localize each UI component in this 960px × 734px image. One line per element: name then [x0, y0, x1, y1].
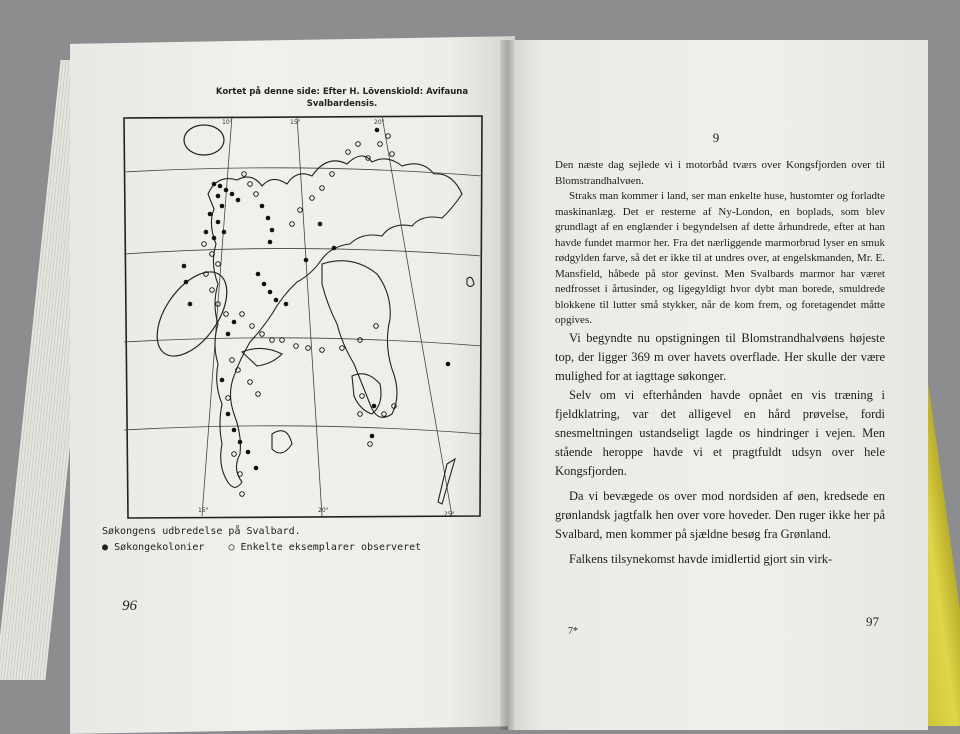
colony-symbol: ●: [102, 542, 109, 553]
book-gutter: [500, 40, 514, 730]
circle-marker: [184, 125, 224, 155]
map-caption-block: [102, 524, 421, 556]
svalbard-map: [122, 114, 484, 522]
map-svg: [122, 114, 484, 522]
right-page-text: [555, 130, 885, 569]
map-legend: [102, 540, 421, 556]
map-caption: Søkongens udbredelse på Svalbard.: [102, 526, 301, 537]
paragraph-4: Selv om vi efterhånden havde opnået en vis træning i fjeldklatring, var det alligevel en hård prøvelse, fordi snesmeltningen ustandseligt lagde os hindringer i vejen. Men stående heroppe havde vi et pragtfuldt udsyn over hele Kongsfjorden.: [555, 387, 885, 478]
paragraph-2: Straks man kommer i land, ser man enkelte huse, hustomter og forladte maskinanlæg. Det er resterne af Ny-London, en boplads, som blev grundlagt af en englænder i begyndelsen af dette århundrede, efter at han havde fundet marmor her. Fra det nærliggende marmorbrud lyser en smuk rødgylden farve, så det er ikke til at undres over, at engelskmanden, Mr. E. Mansfield, håbede på stor gevinst. Men Svalbards marmor har været nedfrosset i årtusinder, og ligegyldigt hvor dybt man borede, smuldrede blokkene til lutter små stykker, når de kom frem, og foretagendet måtte opgives.: [555, 190, 885, 326]
svg-text:15°: 15°: [198, 507, 209, 514]
left-page-number: 96: [122, 598, 137, 614]
printer-signature: 7*: [568, 626, 578, 637]
ellipse-marker: [143, 260, 241, 368]
chapter-number: 9: [712, 130, 720, 145]
map-frame: [124, 116, 482, 518]
svg-text:10°: 10°: [222, 119, 233, 126]
paragraph-6: Falkens tilsynekomst havde imidlertid gjort sin virk-: [569, 551, 833, 566]
right-page-number: 97: [866, 614, 879, 629]
single-observation-dots: [202, 134, 397, 497]
colony-label: Søkongekolonier: [114, 542, 205, 553]
svg-text:20°: 20°: [318, 507, 329, 514]
single-symbol: ○: [228, 542, 235, 553]
map-source-caption: Kortet på denne side: Efter H. Lövenskiold: Avifauna Svalbardensis.: [215, 87, 469, 109]
grid-labels: [198, 119, 455, 518]
paragraph-3: Vi begyndte nu opstigningen til Blomstrandhalvøens højeste top, der ligger 369 m over havets overflade. Her skulle der være mulighed for at iagttage søkonger.: [555, 330, 885, 383]
svg-text:20°: 20°: [374, 119, 385, 126]
single-label: Enkelte eksemplarer observeret: [240, 542, 422, 553]
svg-text:25°: 25°: [444, 511, 455, 518]
paragraph-1: Den næste dag sejlede vi i motorbåd tværs over Kongsfjorden over til Blomstrandhalvøen.: [555, 159, 885, 187]
paragraph-5: Da vi bevægede os over mod nordsiden af øen, kredsede en grønlandsk jagtfalk hen over vore hoveder. Den ruger ikke her på Svalbard, men kommer på sjældne besøg fra Grønland.: [555, 488, 885, 541]
svg-text:15°: 15°: [290, 119, 301, 126]
